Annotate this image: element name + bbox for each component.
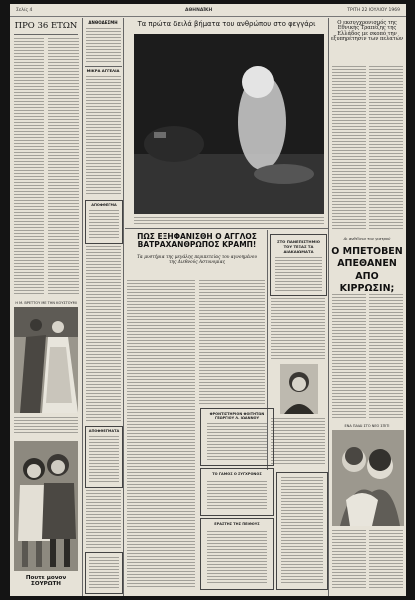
page-number: Σελίς 4 (16, 8, 33, 13)
quote-box (85, 200, 123, 244)
info-box (85, 552, 123, 594)
info-text (89, 557, 119, 589)
article-text (369, 530, 403, 588)
issue-date: ΤΡΙΤΗ 22 ΙΟΥΛΙΟΥ 1969 (347, 8, 400, 13)
section-rule (85, 66, 122, 67)
article-text (86, 490, 121, 548)
texas-box (270, 234, 327, 296)
article-text (199, 280, 265, 404)
photo-caption: Η Μ. ΒΡΕΤΤΟΥ ΜΕ ΤΗΝ ΚΟΥΣΤΟΥΜΙ (15, 301, 77, 305)
photo-description (14, 417, 78, 435)
left-column-heading: ΠΡΟ 36 ΕΤΩΝ (14, 21, 78, 31)
article-text (332, 294, 366, 418)
article-text (332, 66, 366, 230)
article-text (86, 28, 121, 62)
family-photo (332, 430, 404, 526)
costume-photo (14, 307, 78, 413)
newspaper-page (10, 4, 406, 596)
column-rule (123, 18, 124, 596)
article-text (86, 246, 121, 422)
quotes-text (89, 436, 119, 484)
article-text (86, 76, 121, 196)
main-headline: ΠΩΣ ΕΞΗΦΑΝΙΣΘΗ Ο ΑΓΓΛΟΣ ΒΑΤΡΑΧΑΝΘΡΩΠΟΣ ΚΡΑΜΠ! (137, 232, 257, 249)
fashion-photo (14, 441, 78, 571)
article-text (369, 66, 403, 230)
article-text (271, 298, 325, 360)
tutoring-ad (200, 408, 274, 466)
tutoring-ad-title: ΦΡΟΝΤΙΣΤΗΡΙΟΝ ΦΟΙΤΗΤΩΝ ΓΕΩΡΓΙΟΥ Λ. ΙΩΑΝΝΟΥ (209, 412, 265, 420)
article-text (369, 294, 403, 418)
texas-box-title: ΣΤΟ ΠΑΝΕΠΙΣΤΗΜΙΟ ΤΟΥ ΤΕΞΑΣ ΤΑ ΔΙΑΚΑΙΩΜΑΤΑ (277, 239, 320, 254)
newspaper-name: ΑΘΗΝΑΪΚΗ (185, 8, 213, 13)
photo-title: Πουτε μονον ΣΟΥΡΩΤΗ (25, 575, 67, 587)
side-ad (276, 472, 328, 590)
main-subheadline: Τα μυστήρια της μεγάλης περιπετείας του αγνοημένου της Διεθνούς Αστυνομίας (137, 255, 257, 265)
marriage-ad-title: ΤΟ ΓΑΜΟΣ Ο ΣΥΓΧΡΟΝΟΣ (212, 472, 262, 476)
marriage-ad (200, 468, 274, 516)
persuasion-ad-title: ΕΡΑΣΤΗΣ ΤΗΣ ΠΕΙΘΟΥΣ (214, 522, 260, 526)
ad-text (207, 423, 267, 461)
quotes-box (85, 426, 123, 488)
section-rule (125, 228, 328, 229)
heading-rule (14, 34, 78, 35)
quotes-box-title: ΑΠΟΦΘΕΓΜΑΤΑ (88, 429, 120, 433)
persuasion-ad (200, 518, 274, 590)
second-column-heading: ΑΝΘΟΔΕΣΜΗ (88, 20, 118, 25)
moon-headline: Τα πρώτα δειλά βήματα του ανθρώπου στο φεγγάρι (137, 20, 316, 28)
ad-text (207, 481, 267, 511)
quote-box-title: ΑΠΟΦΘΕΓΜΑ (91, 203, 117, 207)
bank-headline: Ο εκσυγχρονισμός της Εθνικής Τραπέζης της Ελλάδος με σκοπό την εξυπηρέτησιν των πελατών (330, 20, 404, 43)
article-text (271, 418, 325, 466)
column-rule (82, 18, 83, 596)
article-text (48, 38, 79, 296)
beethoven-headline: Ο ΜΠΕΤΟΒΕΝ ΑΠΕΘΑΝΕΝ ΑΠΟ ΚΙΡΡΩΣΙΝ; (331, 246, 403, 295)
ad-text (281, 477, 323, 585)
classifieds-heading: ΜΙΚΡΑ ΑΓΓΕΛΙΑ (86, 68, 120, 73)
page-header (10, 4, 406, 17)
family-photo-caption: ΕΝΑ ΠΑΙΔΙ ΣΤΟ ΝΕΟ ΣΠΙΤΙ (344, 424, 390, 428)
article-text (14, 38, 44, 296)
portrait-photo (280, 364, 318, 414)
quote-text (89, 210, 119, 240)
moonwalk-photo (134, 34, 324, 214)
article-text (127, 280, 195, 588)
column-rule (328, 18, 329, 596)
photo-caption-text (134, 217, 324, 224)
box-text (275, 257, 322, 291)
article-text (332, 530, 366, 588)
ad-text (207, 531, 267, 585)
beethoven-kicker: Αι ανθέλεια του γιατρού (343, 236, 391, 241)
